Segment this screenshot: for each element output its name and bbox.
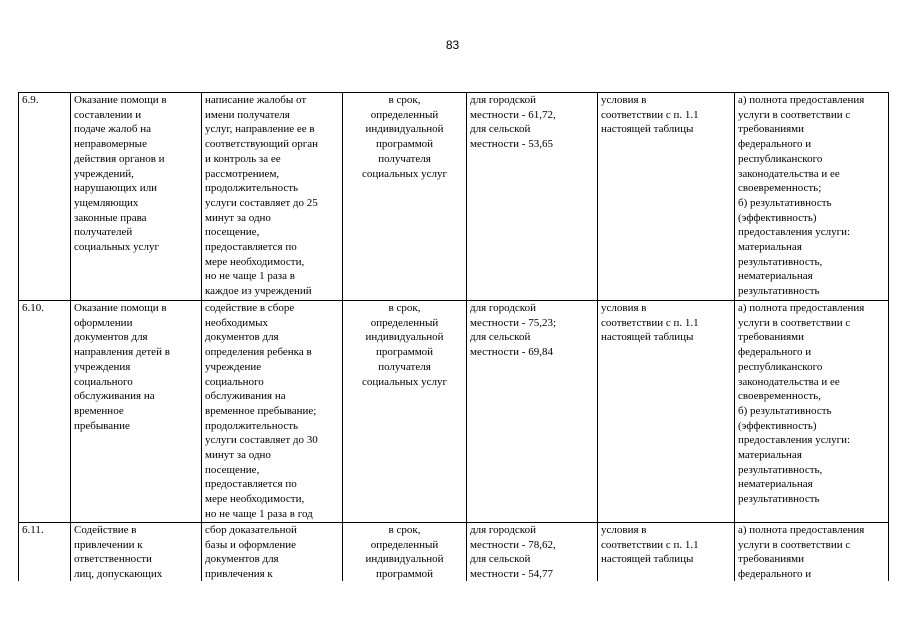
- table-row: [19, 523, 889, 585]
- quality-indicators: а) полнота предоставления услуги в соответствии с требованиями федерального и республиканского законодательства и ее своевременность, б) результативность (эффективность) предоставления услуги: материальная результативность, нематериальная результативность: [735, 301, 889, 523]
- service-description: написание жалобы от имени получателя услуг, направление ее в соответствующий орган и контроль за ее рассмотрением, продолжительность услуги составляет до 25 минут за одно посещение, предоставляется по мере необходимости, но не чаще 1 раза в каждое из учреждений: [202, 93, 343, 301]
- services-table: [18, 92, 889, 585]
- page-number: 83: [445, 38, 460, 52]
- service-term: в срок, определенный индивидуальной программой получателя социальных услуг: [343, 301, 467, 523]
- row-number: 6.11.: [19, 523, 71, 585]
- service-tariff: для городской местности - 75,23; для сельской местности - 69,84: [467, 301, 598, 523]
- service-description: содействие в сборе необходимых документов для определения ребенка в учреждение социального обслуживания на временное пребывание; продолжительность услуги составляет до 30 минут за одно посещение, предоставляется по мере необходимости, но не чаще 1 раза в год: [202, 301, 343, 523]
- service-description: сбор доказательной базы и оформление документов для привлечения к: [202, 523, 343, 585]
- service-tariff: для городской местности - 61,72, для сельской местности - 53,65: [467, 93, 598, 301]
- service-name: Содействие в привлечении к ответственности лиц, допускающих: [71, 523, 202, 585]
- quality-indicators: а) полнота предоставления услуги в соответствии с требованиями федерального и республиканского законодательства и ее своевременность; б) результативность (эффективность) предоставления услуги: материальная результативность, нематериальная результативность: [735, 93, 889, 301]
- service-name: Оказание помощи в оформлении документов для направления детей в учреждения социального обслуживания на временное пребывание: [71, 301, 202, 523]
- row-number: 6.9.: [19, 93, 71, 301]
- service-conditions: условия в соответствии с п. 1.1 настоящей таблицы: [598, 93, 735, 301]
- table-row: [19, 301, 889, 523]
- service-term: в срок, определенный индивидуальной программой: [343, 523, 467, 585]
- row-number: 6.10.: [19, 301, 71, 523]
- service-name: Оказание помощи в составлении и подаче жалоб на неправомерные действия органов и учреждений, нарушающих или ущемляющих законные права получателей социальных услуг: [71, 93, 202, 301]
- page-cutoff: [0, 581, 905, 640]
- service-conditions: условия в соответствии с п. 1.1 настоящей таблицы: [598, 523, 735, 585]
- service-term: в срок, определенный индивидуальной программой получателя социальных услуг: [343, 93, 467, 301]
- service-conditions: условия в соответствии с п. 1.1 настоящей таблицы: [598, 301, 735, 523]
- table-row: [19, 93, 889, 301]
- service-tariff: для городской местности - 78,62, для сельской местности - 54,77: [467, 523, 598, 585]
- quality-indicators: а) полнота предоставления услуги в соответствии с требованиями федерального и: [735, 523, 889, 585]
